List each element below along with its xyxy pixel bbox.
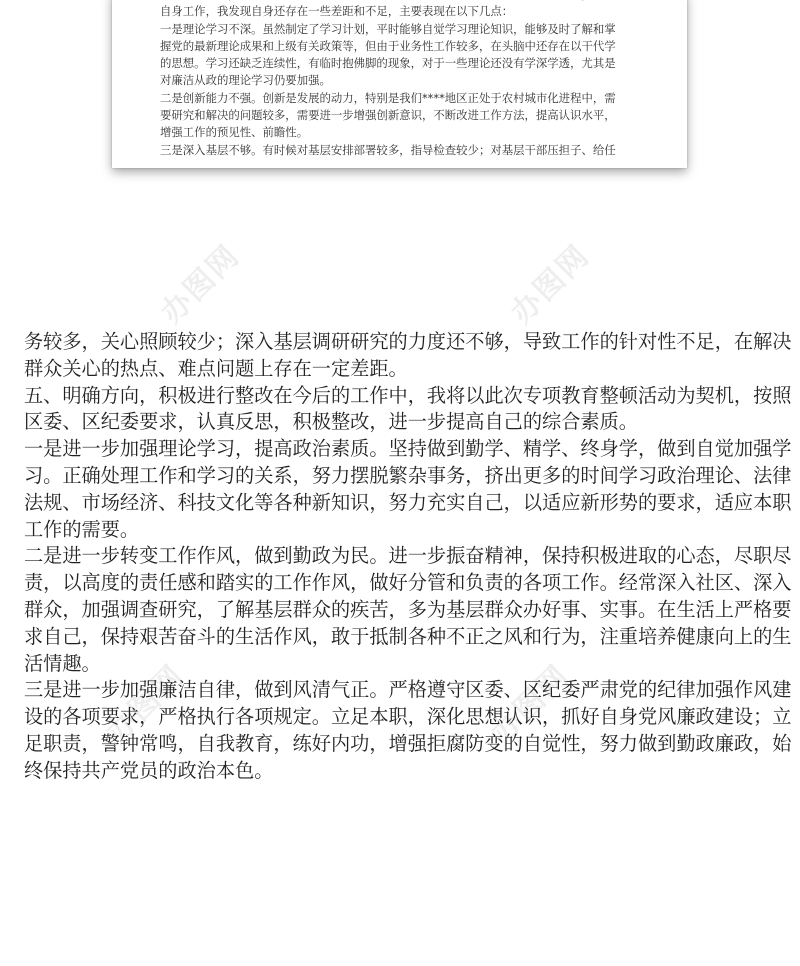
body-line: 习。正确处理工作和学习的关系，努力摆脱繁杂事务，挤出更多的时间学习政治理论、法律: [24, 463, 792, 487]
body-line: 区委、区纪委要求，认真反思，积极整改，进一步提高自己的综合素质。: [24, 410, 638, 434]
body-line: 活情趣。: [24, 651, 101, 675]
body-line: 二是进一步转变工作作风，做到勤政为民。进一步振奋精神，保持积极进取的心态，尽职尽: [24, 544, 792, 568]
body-line: 求自己，保持艰苦奋斗的生活作风，敢于抵制各种不正之风和行为，注重培养健康向上的生: [24, 624, 792, 648]
preview-line: 要研究和解决的问题较多，需要进一步增强创新意识，不断改进工作方法，提高认识水平，: [160, 108, 616, 123]
body-line: 五、明确方向，积极进行整改在今后的工作中，我将以此次专项教育整顿活动为契机，按照: [24, 383, 792, 407]
preview-line: 一是理论学习不深。虽然制定了学习计划，平时能够自觉学习理论知识，能够及时了解和掌: [160, 21, 616, 36]
body-line: 一是进一步加强理论学习，提高政治素质。坚持做到勤学、精学、终身学，做到自觉加强学: [24, 437, 792, 461]
preview-line: 自身工作，我发现自身还存在一些差距和不足，主要表现在以下几点：: [160, 4, 514, 19]
body-line: 三是进一步加强廉洁自律，做到风清气正。严格遵守区委、区纪委严肃党的纪律加强作风建: [24, 678, 792, 702]
watermark: 办图网: [154, 238, 247, 331]
watermark: 办图网: [99, 658, 192, 751]
document-body-text: [24, 329, 792, 785]
body-line: 法规、市场经济、科技文化等各种新知识，努力充实自己，以适应新形势的要求，适应本职: [24, 490, 792, 514]
body-line: 群众关心的热点、难点问题上存在一定差距。: [24, 356, 408, 380]
body-line: 设的各项要求，严格执行各项规定。立足本职，深化思想认识，抓好自身党风廉政建设；立: [24, 705, 792, 729]
preview-line: 二是创新能力不强。创新是发展的动力，特别是我们****地区正处于农村城市化进程中，需: [160, 90, 616, 105]
body-line: 群众，加强调查研究，了解基层群众的疾苦，多为基层群众办好事、实事。在生活上严格要: [24, 597, 792, 621]
watermark: 办图网: [484, 658, 577, 751]
preview-line: 的思想。学习还缺乏连续性，有临时抱佛脚的现象，对于一些理论还没有学深学透，尤其是: [160, 56, 616, 71]
preview-line: 握党的最新理论成果和上级有关政策等，但由于业务性工作较多，在头脑中还存在以干代学: [160, 38, 616, 53]
preview-line: 三是深入基层不够。有时候对基层安排部署较多，指导检查较少；对基层干部压担子、给任: [160, 142, 616, 157]
body-line: 务较多，关心照顾较少；深入基层调研研究的力度还不够，导致工作的针对性不足，在解决: [24, 330, 792, 353]
body-line: 责，以高度的责任感和踏实的工作作风，做好分管和负责的各项工作。经常深入社区、深入: [24, 571, 792, 595]
preview-body: [160, 0, 650, 159]
watermark: 办图网: [504, 238, 597, 331]
body-line: 工作的需要。: [24, 517, 140, 541]
body-line: 足职责，警钟常鸣，自我教育，练好内功，增强拒腐防变的自觉性，努力做到勤政廉政，始: [24, 731, 792, 755]
preview-line: 增强工作的预见性、前瞻性。: [160, 125, 309, 140]
document-preview-card: [112, 0, 687, 168]
body-line: 终保持共产党员的政治本色。: [24, 758, 274, 782]
preview-line: 对廉洁从政的理论学习仍要加强。: [160, 73, 331, 88]
